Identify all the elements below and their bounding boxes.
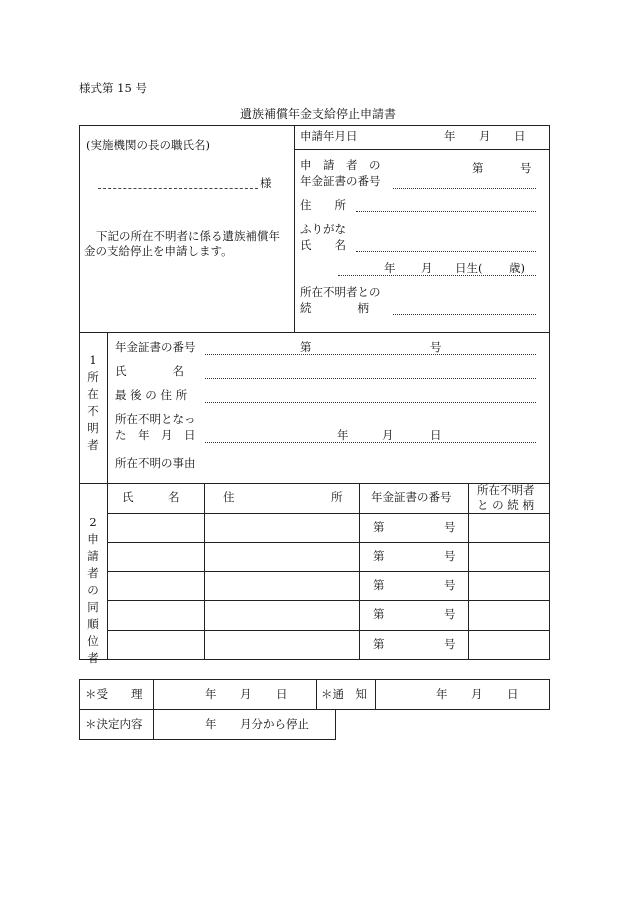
applicant-pension-label-1: 申 請 者 の bbox=[300, 158, 381, 172]
s1-missing-date-label-1: 所在不明となっ bbox=[115, 412, 196, 426]
application-day[interactable]: 日 bbox=[514, 129, 526, 143]
receipt-year: 年 bbox=[205, 687, 217, 701]
application-date-label: 申請年月日 bbox=[300, 129, 358, 143]
addressee-line[interactable] bbox=[98, 188, 258, 189]
applicant-pension-label-2: 年金証書の番号 bbox=[300, 174, 381, 188]
s1-reason-label: 所在不明の事由 bbox=[115, 456, 196, 470]
request-text-line2: 金の支給停止を申請します。 bbox=[84, 244, 233, 258]
s2-row1-dai: 第 bbox=[373, 520, 385, 534]
s1-last-address-label: 最 後 の 住 所 bbox=[115, 388, 188, 402]
decision-year: 年 bbox=[205, 717, 217, 731]
applicant-relation-label-1: 所在不明者との bbox=[300, 285, 381, 299]
applicant-pension-field[interactable] bbox=[393, 188, 536, 189]
application-year[interactable]: 年 bbox=[444, 129, 456, 143]
s1-last-address-field[interactable] bbox=[205, 402, 536, 403]
section2-label: 2申請者の同順位者 bbox=[87, 515, 99, 665]
s2-row3-go: 号 bbox=[444, 578, 456, 592]
s1-missing-date-field[interactable] bbox=[205, 442, 536, 443]
applicant-pension-dai: 第 bbox=[472, 161, 484, 175]
applicant-name-label: 氏 名 bbox=[300, 238, 346, 252]
s1-missing-month: 月 bbox=[382, 428, 394, 442]
decision-text: 月分から停止 bbox=[240, 717, 309, 731]
s2-row5-go: 号 bbox=[444, 637, 456, 651]
form-title: 遺族補償年金支給停止申請書 bbox=[240, 107, 397, 121]
section1-label: 1所在不明者 bbox=[87, 353, 99, 452]
applicant-relation-field[interactable] bbox=[393, 314, 536, 315]
applicant-birth-day: 日生( bbox=[455, 261, 483, 275]
applicant-address-label: 住 所 bbox=[300, 198, 346, 212]
receipt-month: 月 bbox=[240, 687, 252, 701]
s2-row5-dai: 第 bbox=[373, 637, 385, 651]
applicant-name-field[interactable] bbox=[356, 251, 536, 252]
applicant-pension-go: 号 bbox=[520, 161, 532, 175]
request-text-line1: 下記の所在不明者に係る遺族補償年 bbox=[96, 229, 280, 243]
s1-pension-field[interactable] bbox=[205, 354, 536, 355]
applicant-address-field[interactable] bbox=[356, 211, 536, 212]
sama-label: 様 bbox=[260, 176, 272, 190]
notice-label: ＊通 知 bbox=[321, 687, 367, 701]
form-number: 様式第 15 号 bbox=[79, 81, 147, 95]
s2-header-address-2: 所 bbox=[331, 490, 343, 504]
s2-header-name: 氏 名 bbox=[122, 490, 180, 504]
s2-header-pension: 年金証書の番号 bbox=[371, 490, 452, 504]
s2-row2-dai: 第 bbox=[373, 549, 385, 563]
s2-row1-go: 号 bbox=[444, 520, 456, 534]
s1-name-label: 氏 名 bbox=[115, 364, 184, 378]
s2-row4-go: 号 bbox=[444, 607, 456, 621]
applicant-relation-label-2: 続 柄 bbox=[300, 301, 369, 315]
s2-row4-dai: 第 bbox=[373, 607, 385, 621]
s1-pension-go: 号 bbox=[430, 340, 442, 354]
applicant-birth-field[interactable] bbox=[338, 275, 536, 276]
receipt-label: ＊受 理 bbox=[85, 687, 143, 701]
decision-label: ＊決定内容 bbox=[85, 717, 143, 731]
s2-header-address-1: 住 bbox=[223, 490, 235, 504]
receipt-day: 日 bbox=[276, 687, 288, 701]
s1-missing-day: 日 bbox=[430, 428, 442, 442]
s1-pension-label: 年金証書の番号 bbox=[115, 340, 196, 354]
s1-pension-dai: 第 bbox=[300, 340, 312, 354]
s2-header-relation-1: 所在不明者 bbox=[477, 483, 535, 497]
s2-row3-dai: 第 bbox=[373, 578, 385, 592]
s2-row2-go: 号 bbox=[444, 549, 456, 563]
addressee-label: (実施機関の長の職氏名) bbox=[86, 138, 210, 152]
s1-name-field[interactable] bbox=[205, 378, 536, 379]
notice-day: 日 bbox=[507, 687, 519, 701]
notice-month: 月 bbox=[471, 687, 483, 701]
applicant-furigana-label: ふりがな bbox=[300, 222, 346, 236]
applicant-birth-month: 月 bbox=[421, 261, 433, 275]
applicant-birth-year: 年 bbox=[384, 261, 396, 275]
application-month[interactable]: 月 bbox=[479, 129, 491, 143]
s2-header-relation-2: と の 続 柄 bbox=[477, 498, 534, 512]
applicant-age: 歳) bbox=[509, 261, 525, 275]
notice-year: 年 bbox=[436, 687, 448, 701]
s1-missing-date-label-2: た 年 月 日 bbox=[115, 428, 196, 442]
s1-missing-year: 年 bbox=[337, 428, 349, 442]
